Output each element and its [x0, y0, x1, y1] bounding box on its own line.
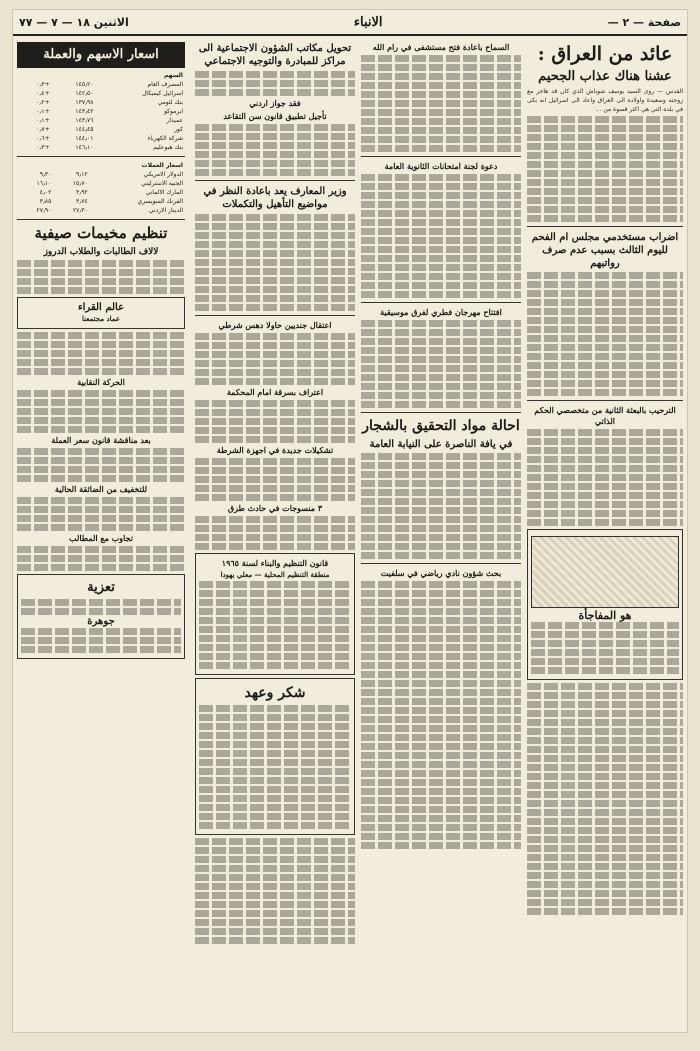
stock-row-cell: +٠٫٣: [36, 144, 50, 151]
welfare-headline: تحويل مكاتب الشؤون الاجتماعية الى مراكز للمبادرة والتوجيه الاجتماعي: [198, 43, 352, 67]
stock-row-cell: ١٤٤٫٠١: [75, 135, 94, 142]
festival-headline: افتتاح مهرجان فطري لفرق موسيقية: [380, 307, 502, 317]
stock-row-cell: +٠٫٤: [36, 90, 50, 97]
lead-headline: عائد من العراق :: [537, 43, 673, 65]
police-headline: تشكيلات جديدة في اجهزة الشرطة: [216, 445, 334, 455]
currency-row-cell: ٢٧٫٩٠: [36, 207, 52, 214]
ad-illustration: [531, 536, 679, 608]
currency-row-cell: ٩٫١٢: [76, 171, 88, 178]
thanks-notice: [195, 678, 355, 835]
stock-row-cell: اسرائيل كيميكال: [141, 90, 183, 97]
stock-row-cell: بنك هبوعليم: [153, 144, 183, 151]
union-headline: الحركة النقابية: [77, 377, 125, 387]
currency-row-cell: ٣٫٨٥: [39, 198, 52, 205]
investigation-subheadline: في يافة الناصرة على النيابة العامة: [369, 439, 513, 450]
stock-row-cell: شركة الكهرباء: [147, 135, 183, 142]
currency-row: [17, 206, 185, 215]
planning-notice: [195, 553, 355, 675]
stock-row-cell: ١٤٤٫٤٥: [75, 126, 94, 133]
strike-headline: اضراب مستخدمي مجلس ام الفحم لليوم الثالث بسبب عدم صرف رواتبهم: [531, 232, 679, 269]
delegation-headline: الترحيب بالبعثة الثانية من متخصصي الحكم الذاتي: [534, 405, 676, 426]
currency-row-cell: المارك الالماني: [145, 189, 183, 196]
stock-row-cell: عميدار: [166, 117, 183, 124]
stock-row-cell: +٠٫١: [36, 117, 50, 124]
culture-box: [17, 297, 185, 329]
culture-subtitle: عماد مجتمعنا: [82, 314, 120, 323]
column-1: [527, 40, 683, 1030]
masthead: الانباء: [353, 14, 383, 30]
stock-row: [17, 143, 185, 152]
stock-row-cell: ١٤٣٫٧٦: [75, 117, 94, 124]
stock-row-cell: +٠٫٧: [36, 126, 50, 133]
passport-headline: فقد جواز اردني: [249, 98, 301, 108]
stock-row-cell: +٠٫٢: [36, 99, 50, 106]
stock-row-cell: ١٣٧٫٩٨: [75, 99, 94, 106]
lead-intro: القدس — روى السيد يوسف شوباش الذي كان قد هاجر مع زوجته وسعيدة واولاده الى العراق واعاد الى اسرائيل انه بكى في بلده التي هي اكثر قسوة من ...: [527, 88, 683, 113]
relief-headline: للتخفيف من الضائقة الحالية: [54, 484, 148, 494]
stock-row: [17, 98, 185, 107]
ad-title: هو المفاجأة: [578, 609, 632, 622]
stock-row-cell: المصرف العام: [147, 81, 183, 88]
culture-title: عالم القراء: [77, 302, 125, 313]
currency-heading: اسعار العملات: [141, 162, 183, 169]
camps-headline: تنظيم مخيمات صيفية: [34, 224, 168, 242]
theft-headline: اعتراف بسرقة امام المحكمة: [226, 387, 324, 397]
camps-subheadline: لالاف الطالبات والطلاب الدروز: [43, 247, 159, 257]
currency-row: [17, 179, 185, 188]
currency-law-headline: بعد مناقشة قانون سعر العملة: [51, 435, 151, 445]
currency-row-cell: الفرنك السويسري: [137, 198, 183, 205]
stock-row-cell: بنك لئومي: [157, 99, 183, 106]
stocks-heading: السهم: [163, 72, 183, 79]
newspaper-page: [12, 9, 688, 1033]
currency-row-cell: الدولار الامريكي: [143, 171, 183, 178]
education-headline: وزير المعارف يعد باعادة النظر في مواضيع التأهيل والتكملات: [203, 186, 347, 210]
currency-row-cell: ١٦٫١٠: [36, 180, 52, 187]
column-3: [195, 40, 355, 1030]
accident-headline: ٣ منسوجات في حادث طرق: [227, 503, 323, 513]
demands-headline: تجاوب مع المطالب: [69, 533, 133, 543]
stock-row-cell: +٠٫١: [36, 108, 50, 115]
notice-title: قانون التنظيم والبناء لسنة ١٩٦٥: [221, 558, 329, 568]
currency-row-cell: الدينار الاردني: [148, 207, 183, 214]
club-headline: بحث شؤون نادي رياضي في سلفيت: [380, 568, 502, 578]
stock-row-cell: +٠٫٦: [36, 135, 50, 142]
condolence-name: جوهرة: [87, 616, 115, 627]
stock-row: [17, 89, 185, 98]
exam-headline: دعوة لجنة امتحانات الثانوية العامة: [384, 161, 498, 171]
thanks-title: شكر وعهد: [244, 685, 306, 701]
currency-row-cell: ٩٫٣٠: [39, 171, 52, 178]
pension-headline: تأجيل تطبيق قانون سن التقاعد: [223, 111, 327, 121]
stock-row: [17, 125, 185, 134]
hospital-headline: السماح باعادة فتح مستشفى في رام الله: [372, 42, 510, 52]
stock-row: [17, 107, 185, 116]
currency-row-cell: ٣٫٧٤: [76, 198, 88, 205]
stock-row-cell: ١٤٢٫٥٠: [75, 90, 94, 97]
stock-row-cell: كور: [174, 126, 183, 133]
currency-row-cell: ٤٫٠٢: [39, 189, 52, 196]
stocks-table: [17, 71, 185, 152]
lead-subheadline: عشنا هناك عذاب الجحيم: [538, 69, 672, 84]
currency-row: [17, 197, 185, 206]
condolence-title: تعزية: [87, 580, 115, 595]
notice-subtitle: منطقة التنظيم المحلية — معلي يهودا: [220, 570, 330, 579]
issue-date: الاثنين ١٨ — ٧ — ٧٧: [19, 15, 129, 29]
stock-row-cell: +٠٫٣: [36, 81, 50, 88]
currency-table: [17, 161, 185, 215]
page-number: صفحة — ٢ —: [607, 15, 681, 29]
stock-row: [17, 116, 185, 125]
stocks-banner: اسعار الاسهم والعملة: [17, 42, 185, 68]
soldiers-headline: اعتقال جنديين حاولا دهس شرطي: [218, 320, 332, 330]
investigation-headline: احالة مواد التحقيق بالشجار: [362, 418, 520, 434]
stock-row: [17, 134, 185, 143]
currency-row-cell: ٢٧٫٣٠: [72, 207, 88, 214]
currency-row: [17, 188, 185, 197]
stock-row-cell: ١٤٣٫٤٢: [75, 108, 94, 115]
column-2: [361, 40, 521, 1030]
currency-row-cell: ١٥٫٧٠: [72, 180, 88, 187]
stock-row-cell: ايرموكو: [164, 108, 183, 115]
currency-row-cell: ٣٫٩٢: [76, 189, 88, 196]
currency-row: [17, 170, 185, 179]
condolence-box: [17, 574, 185, 659]
ad-banner: [527, 529, 683, 680]
currency-row-cell: الجنيه الاسترليني: [141, 180, 183, 187]
stock-row: [17, 80, 185, 89]
page-header: [13, 10, 687, 36]
stock-row-cell: ١٤٦٫١٠: [75, 144, 94, 151]
stock-row-cell: ١٤٥٫٢٠: [75, 81, 94, 88]
column-4: [17, 40, 185, 1030]
